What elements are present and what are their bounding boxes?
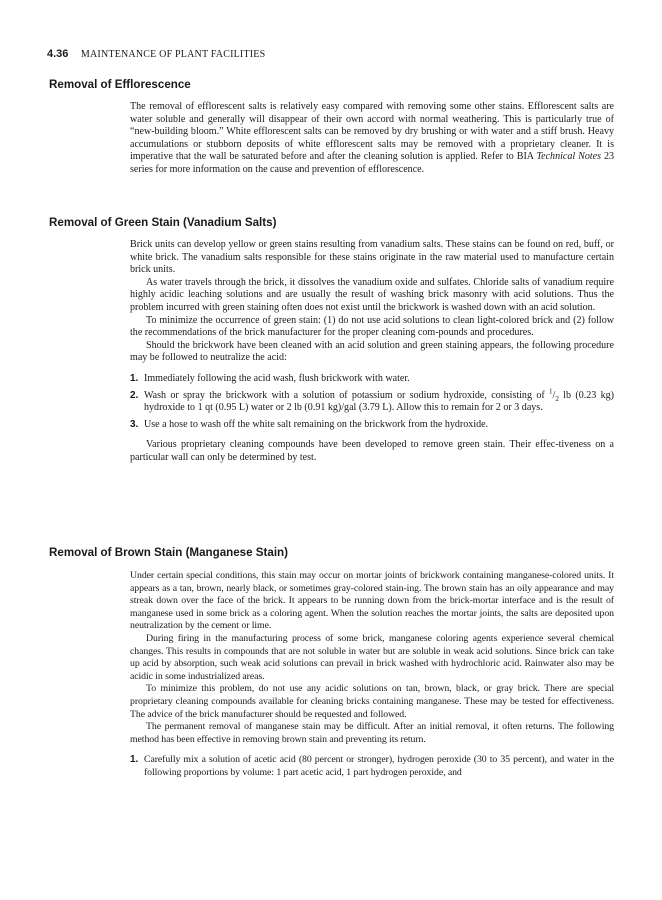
list-item: 2. Wash or spray the brickwork with a solution of potassium or sodium hydroxide, consisting of $^1/_2$ lb (0.23 kg) hydroxide to 1 qt (0.95 L) water or 2 lb (0.91 kg)/gal (3.79 L). Allow this to remain for 2 or 3 days.	[130, 387, 615, 414]
section-body-efflorescence	[130, 101, 614, 177]
list-item: 3. Use a hose to wash off the white salt remaining on the brickwork from the hydroxide.	[130, 418, 489, 430]
paragraph: To minimize the occurrence of green stain: (1) do not use acid solutions to clean light-colored brick and (2) follow the recommendations of the brick manufacturer for the proper cleaning com-pounds and procedures.	[130, 314, 614, 339]
section-title-brown-stain: Removal of Brown Stain (Manganese Stain)	[49, 546, 288, 559]
section-body-brown-stain	[130, 570, 614, 788]
paragraph: Should the brickwork have been cleaned with an acid solution and green staining appears, the following procedure may be followed to neutralize the acid:	[130, 339, 614, 364]
paragraph: The permanent removal of manganese stain may be difficult. After an initial removal, it often returns. The following method has been effective in removing brown stain and preventing its return.	[130, 721, 614, 745]
paragraph: During firing in the manufacturing process of some brick, manganese coloring agents experience several chemical changes. This results in compounds that are not soluble in water but are soluble in weak acid solutions. Since brick can take up acid by absorption, such weak acid solutions can prevail in brick washed with hydrochloric acid. Rainwater also may be acidic in some industrialized areas.	[130, 632, 614, 682]
paragraph: Under certain special conditions, this stain may occur on mortar joints of brickwork containing manganese-colored units. It appears as a tan, brown, nearly black, or sometimes gray-colored stain-ing. The brown stain has an oily appearance and may streak down over the face of the brick. It appears to be running down from the brick-mortar interface and is the result of manganese used in some brick as a coloring agent. When the solution reaches the mortar joints, the salts are deposited upon neutralization by the cement or lime.	[130, 570, 614, 632]
list-item: 1. Carefully mix a solution of acetic acid (80 percent or stronger), hydrogen peroxide (30 to 35 percent), and water in the following proportions by volume: 1 part acetic acid, 1 part hydrogen peroxide, and	[130, 754, 614, 778]
procedure-list	[130, 754, 614, 779]
running-title: MAINTENANCE OF PLANT FACILITIES	[80, 49, 266, 60]
procedure-list	[130, 373, 614, 431]
paragraph: Various proprietary cleaning compounds have been developed to remove green stain. Their effec-tiveness on a particular wall can only be determined by test.	[130, 439, 614, 463]
section-title-efflorescence: Removal of Efflorescence	[49, 78, 191, 91]
page-number: 4.36	[47, 48, 69, 60]
paragraph: To minimize this problem, do not use any acidic solutions on tan, brown, black, or gray brick. There are special proprietary cleaning compounds available for cleaning bricks containing manganese. These may be tested for effectiveness. The advice of the brick manufacturer should be requested and followed.	[130, 683, 614, 720]
paragraph: Brick units can develop yellow or green stains resulting from vanadium salts. These stains can be found on red, buff, or white brick. The vanadium salts responsible for these stains originate in the raw material used to manufacture certain brick units.	[130, 239, 614, 276]
list-item: 1. Immediately following the acid wash, flush brickwork with water.	[130, 372, 410, 384]
paragraph: The removal of efflorescent salts is relatively easy compared with removing some other stains. Efflorescent salts are water soluble and generally will disappear of their own accord with normal weathering. This is particularly true of “new-building bloom.” White efflorescent salts can be removed by dry brushing or with water and a stiff brush. Heavy accumulations or stubborn deposits of white efflorescent salts may be removed with a proprietary cleaner. It is imperative that the wall be saturated before and after the cleaning solution is applied. Refer to BIA Technical Notes 23 series for more information on the cause and prevention of efflorescence.	[130, 101, 615, 175]
section-title-green-stain: Removal of Green Stain (Vanadium Salts)	[49, 216, 277, 229]
paragraph: As water travels through the brick, it dissolves the vanadium oxide and sulfates. Chloride salts of vanadium require highly acidic leaching solutions and are usually the result of washing brick masonry with acid solutions. Thus the problem incurred with green staining often does not exist until the brickwork is washed down with an acid solution.	[130, 276, 614, 313]
section-body-green-stain	[130, 239, 614, 465]
page-header	[47, 48, 627, 61]
